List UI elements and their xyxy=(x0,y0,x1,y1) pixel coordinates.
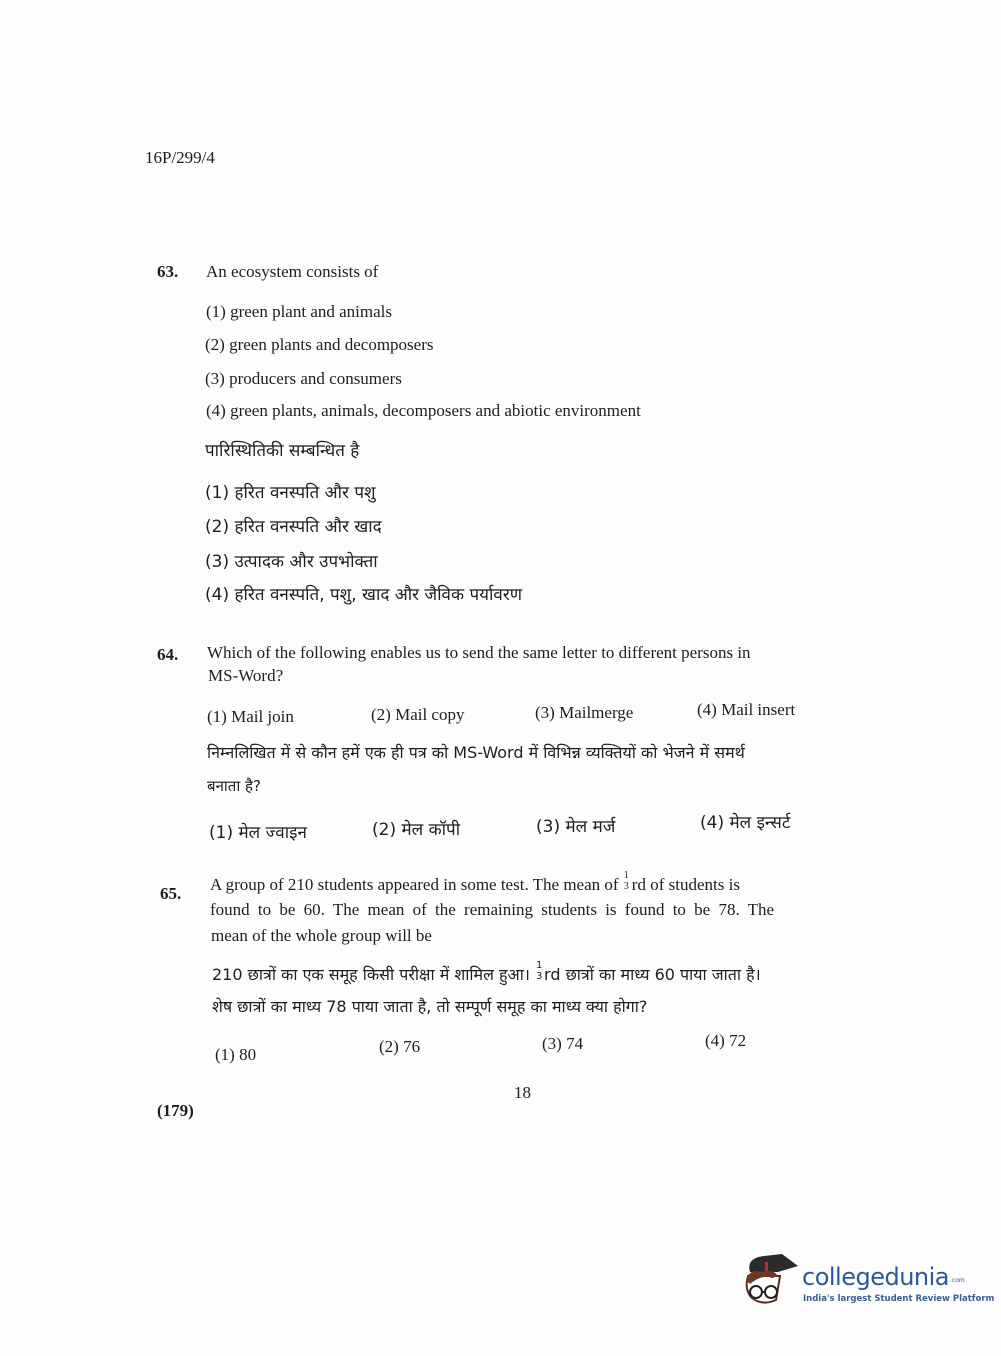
option: (2) 76 xyxy=(379,1037,421,1056)
question-number: 65. xyxy=(160,884,182,903)
hindi-option: (2) हरित वनस्पति और खाद xyxy=(205,517,382,537)
option: (2) Mail copy xyxy=(371,705,465,724)
question-text: mean of the whole group will be xyxy=(211,926,432,945)
denominator: 3 xyxy=(623,881,629,892)
hindi-option: (4) हरित वनस्पति, पशु, खाद और जैविक पर्यावरण xyxy=(205,585,523,605)
question-text: Which of the following enables us to send the same letter to different persons in xyxy=(207,643,751,662)
question-text: found to be 60. The mean of the remaining students is found to be 78. The xyxy=(210,900,775,919)
question-text xyxy=(210,870,740,895)
page-number: 18 xyxy=(514,1083,531,1102)
question-text: MS-Word? xyxy=(208,666,284,685)
fraction xyxy=(623,870,632,892)
brand-logo-text: collegedunia xyxy=(802,1263,950,1291)
option: (2) green plants and decomposers xyxy=(205,335,434,354)
hindi-question-text: पारिस्थितिकी सम्बन्धित है xyxy=(205,441,360,461)
hindi-question-text: निम्नलिखित में से कौन हमें एक ही पत्र को MS-Word में विभिन्न व्यक्तियों को भेजने में समर्थ xyxy=(207,743,745,762)
brand-suffix: .com xyxy=(950,1277,965,1284)
brand-logo xyxy=(802,1262,965,1292)
brand-tagline: India's largest Student Review Platform xyxy=(803,1294,995,1304)
option: (4) Mail insert xyxy=(697,700,796,719)
option: (3) producers and consumers xyxy=(205,369,402,388)
option: (1) 80 xyxy=(215,1045,257,1064)
collegedunia-mascot-icon xyxy=(742,1250,800,1310)
question-text: An ecosystem consists of xyxy=(206,262,379,281)
text: rd of students is xyxy=(631,875,740,894)
fraction xyxy=(535,960,544,982)
option: (1) green plant and animals xyxy=(206,302,392,321)
hindi-question-text: शेष छात्रों का माध्य 78 पाया जाता है, तो सम्पूर्ण समूह का माध्य क्या होगा? xyxy=(212,997,648,1016)
hindi-option: (4) मेल इन्सर्ट xyxy=(700,813,791,833)
option: (1) Mail join xyxy=(207,707,294,726)
hindi-option: (3) मेल मर्ज xyxy=(536,817,616,837)
option: (4) green plants, animals, decomposers and abiotic environment xyxy=(206,401,641,420)
option: (3) 74 xyxy=(542,1034,584,1053)
numerator: 1 xyxy=(536,960,543,971)
hindi-option: (3) उत्पादक और उपभोक्ता xyxy=(205,552,378,572)
text: rd छात्रों का माध्य 60 पाया जाता है। xyxy=(544,965,761,984)
hindi-option: (1) हरित वनस्पति और पशु xyxy=(205,483,376,503)
denominator: 3 xyxy=(536,971,543,982)
option: (4) 72 xyxy=(705,1031,747,1050)
hindi-question-text: बनाता है? xyxy=(207,777,261,795)
hindi-option: (1) मेल ज्वाइन xyxy=(209,823,307,843)
footer-code: (179) xyxy=(157,1101,194,1120)
text: 210 छात्रों का एक समूह किसी परीक्षा में शामिल हुआ। xyxy=(212,965,536,984)
paper-code: 16P/299/4 xyxy=(145,148,215,167)
numerator: 1 xyxy=(623,870,629,881)
question-number: 63. xyxy=(157,262,179,281)
option: (3) Mailmerge xyxy=(535,703,634,722)
hindi-question-text xyxy=(212,960,761,986)
hindi-option: (2) मेल कॉपी xyxy=(372,820,461,840)
question-number: 64. xyxy=(157,645,179,664)
text: A group of 210 students appeared in some test. The mean of xyxy=(210,875,623,894)
